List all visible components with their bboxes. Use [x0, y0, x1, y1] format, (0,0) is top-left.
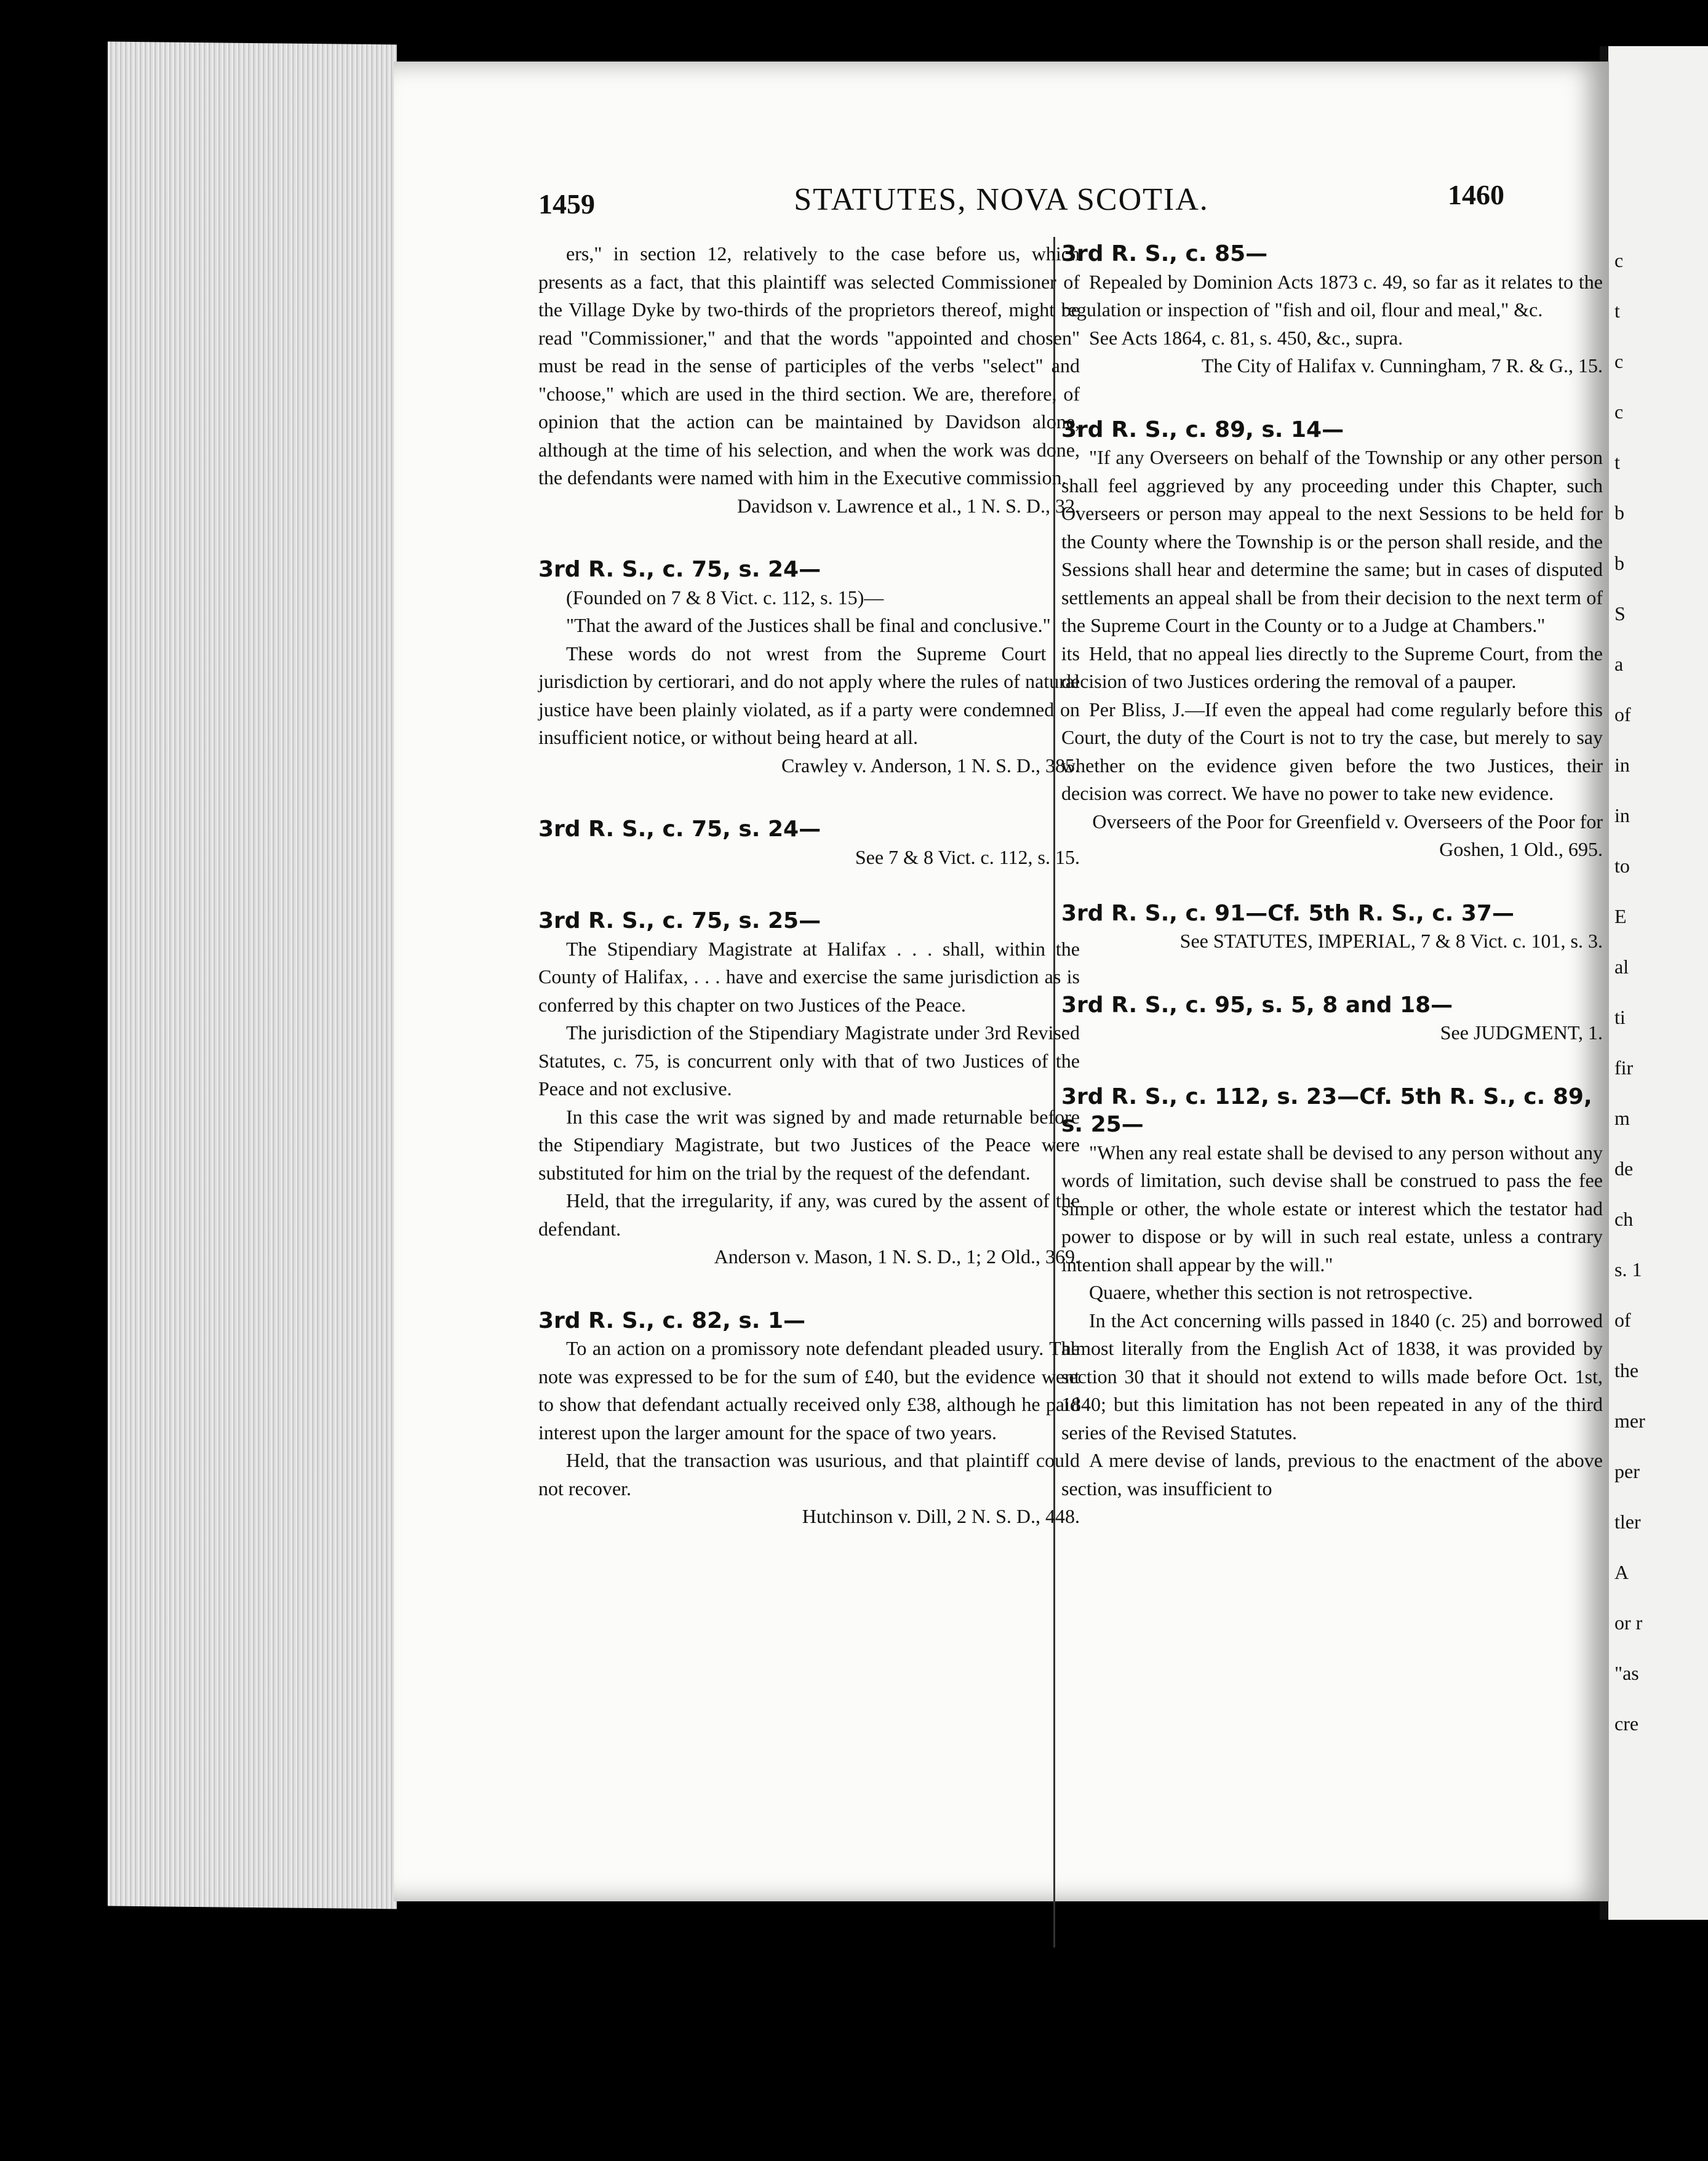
section-heading: 3rd R. S., c. 91—Cf. 5th R. S., c. 37— — [1061, 900, 1514, 926]
cross-reference: See JUDGMENT, 1. — [1440, 1021, 1603, 1044]
facing-page-text-fragment: S — [1614, 602, 1626, 625]
section-heading: 3rd R. S., c. 95, s. 5, 8 and 18— — [1061, 992, 1453, 1018]
facing-page-text-fragment: c — [1614, 249, 1624, 271]
facing-page-text-fragment: E — [1614, 905, 1627, 927]
cross-reference: See 7 & 8 Vict. c. 112, s. 15. — [855, 845, 1080, 868]
facing-page-text-fragment: s. 1 — [1614, 1258, 1642, 1280]
facing-page-text-fragment: a — [1614, 653, 1624, 675]
paragraph: See Acts 1864, c. 81, s. 450, &c., supra. — [1089, 326, 1403, 349]
facing-page-text-fragment: of — [1614, 703, 1631, 725]
scanned-page — [394, 62, 1609, 1901]
section-heading: 3rd R. S., c. 75, s. 24— — [538, 557, 821, 582]
facing-page-text-fragment: m — [1614, 1107, 1630, 1129]
paragraph: Quaere, whether this section is not retrospective. — [1089, 1281, 1473, 1303]
paragraph: ers," in section 12, relatively to the case before us, which presents as a fact, that this plaintiff was selected Commissioner of the Village Dyke by two-thirds of the proprietors thereof, might be read "Commissioner," and that the words "appointed and chosen" must be read in the sense of participles of the verbs "select" and "choose," which are used in the third section. We are, therefore, of opinion that the action can be maintained by Davidson alone, although at the time of his selection, and when the work was done, the defendants were named with him in the Executive commission. — [538, 242, 1080, 489]
facing-page-text-fragment: t — [1614, 300, 1620, 322]
running-title: STATUTES, NOVA SCOTIA. — [794, 182, 1209, 217]
case-citation: The City of Halifax v. Cunningham, 7 R. & G., 15. — [1201, 354, 1603, 377]
section-heading: 3rd R. S., c. 89, s. 14— — [1061, 417, 1344, 442]
facing-page-text-fragment: fir — [1614, 1057, 1634, 1079]
left-column — [538, 240, 1080, 1531]
paragraph: "That the award of the Justices shall be final and conclusive." — [566, 614, 1051, 636]
facing-page-text-fragment: mer — [1614, 1410, 1645, 1432]
paragraph: Held, that no appeal lies directly to the Supreme Court, from the decision of two Justices ordering the removal of a pauper. — [1061, 642, 1603, 692]
facing-page-text-fragment: ti — [1614, 1006, 1626, 1028]
section-heading: 3rd R. S., c. 75, s. 25— — [538, 908, 821, 933]
section-heading: 3rd R. S., c. 85— — [1061, 241, 1268, 266]
paragraph: To an action on a promissory note defendant pleaded usury. The note was expressed to be for the sum of £40, but the evidence went to show that defendant actually received only £38, although he paid interest upon the larger amount for the space of two years. — [538, 1337, 1080, 1444]
facing-page-text-fragment: c — [1614, 401, 1624, 423]
paragraph: "If any Overseers on behalf of the Township or any other person shall feel aggrieved by any proceeding under this Chapter, such Overseers or person may appeal to the next Sessions to be held for the County where the Township is or the person shall reside, and the Sessions shall hear and determine the same; but in cases of disputed settlements an appeal shall be from their decision to the next term of the Supreme Court in the County or to a Judge at Chambers." — [1061, 446, 1603, 636]
paragraph: Held, that the transaction was usurious, and that plaintiff could not recover. — [538, 1449, 1080, 1500]
section-heading: 3rd R. S., c. 75, s. 24— — [538, 817, 821, 842]
facing-page-text-fragment: to — [1614, 855, 1630, 877]
case-citation: Crawley v. Anderson, 1 N. S. D., 385. — [781, 754, 1080, 777]
case-citation: Overseers of the Poor for Greenfield v. Overseers of the Poor for Goshen, 1 Old., 695. — [1092, 810, 1603, 860]
paragraph: In the Act concerning wills passed in 1840 (c. 25) and borrowed almost literally from the English Act of 1838, it was provided by section 30 that it should not extend to wills made before Oct. 1st, 1840; but this limitation has not been repeated in any of the third series of the Revised Statutes. — [1061, 1309, 1603, 1444]
paragraph: "When any real estate shall be devised to any person without any words of limitation, such devise shall be construed to pass the fee simple or other, the whole estate or interest which the testator had power to dispose or by will in such real estate, unless a contrary intention shall appear by the will." — [1061, 1141, 1603, 1276]
case-citation: Davidson v. Lawrence et al., 1 N. S. D., 32. — [737, 494, 1080, 517]
facing-page-text-fragment: in — [1614, 754, 1630, 776]
facing-page-text-fragment: in — [1614, 804, 1630, 826]
facing-page-text-fragment: b — [1614, 552, 1624, 574]
facing-page-text-fragment: tler — [1614, 1511, 1641, 1533]
right-column — [1061, 240, 1603, 1503]
facing-page-text-fragment: of — [1614, 1309, 1631, 1331]
facing-page-text-fragment: or r — [1614, 1612, 1643, 1634]
paragraph: Per Bliss, J.—If even the appeal had come regularly before this Court, the duty of the Court is not to try the case, but merely to say whether on the evidence given before the two Justices, their decision was correct. We have no power to take new evidence. — [1061, 698, 1603, 804]
paragraph: Repealed by Dominion Acts 1873 c. 49, so far as it relates to the regulation or inspection of "fish and oil, flour and meal," &c. — [1061, 270, 1603, 321]
facing-page-fragment — [1600, 46, 1708, 1920]
paragraph: The jurisdiction of the Stipendiary Magistrate under 3rd Revised Statutes, c. 75, is concurrent only with that of two Justices of the Peace and not exclusive. — [538, 1021, 1080, 1100]
facing-page-text-fragment: ch — [1614, 1208, 1634, 1230]
case-citation: Hutchinson v. Dill, 2 N. S. D., 448. — [802, 1505, 1080, 1527]
book-page-edges — [108, 42, 397, 1909]
section-heading: 3rd R. S., c. 82, s. 1— — [538, 1308, 806, 1333]
facing-page-text-fragment: A — [1614, 1561, 1629, 1583]
paragraph: These words do not wrest from the Supreme Court its jurisdiction by certiorari, and do not apply where the rules of natural justice have been plainly violated, as if a party were condemned on insufficient notice, or without being heard at all. — [538, 642, 1080, 748]
facing-page-text-fragment: "as — [1614, 1662, 1639, 1684]
section-heading: 3rd R. S., c. 112, s. 23—Cf. 5th R. S., c. 89, s. 25— — [1061, 1084, 1592, 1137]
paragraph: In this case the writ was signed by and made returnable before the Stipendiary Magistrate, but two Justices of the Peace were substituted for him on the trial by the request of the defendant. — [538, 1105, 1080, 1184]
facing-page-text-fragment: the — [1614, 1359, 1639, 1381]
case-citation: Anderson v. Mason, 1 N. S. D., 1; 2 Old., 369. — [714, 1245, 1080, 1268]
page-header — [394, 172, 1609, 222]
left-page-number: 1459 — [538, 188, 595, 220]
facing-page-text-fragment: c — [1614, 350, 1624, 372]
facing-page-text-fragment: cre — [1614, 1712, 1639, 1735]
right-page-number: 1460 — [1448, 179, 1504, 210]
facing-page-text-fragment: per — [1614, 1460, 1640, 1482]
facing-page-text-fragment: b — [1614, 501, 1624, 524]
facing-page-text-fragment: t — [1614, 451, 1620, 473]
paragraph: Held, that the irregularity, if any, was cured by the assent of the defendant. — [538, 1189, 1080, 1240]
cross-reference: See STATUTES, IMPERIAL, 7 & 8 Vict. c. 101, s. 3. — [1179, 930, 1603, 952]
facing-page-text-fragment: de — [1614, 1157, 1634, 1180]
paragraph: A mere devise of lands, previous to the enactment of the above section, was insufficient to — [1061, 1449, 1603, 1500]
paragraph: (Founded on 7 & 8 Vict. c. 112, s. 15)— — [566, 586, 884, 609]
facing-page-text-fragment: al — [1614, 956, 1629, 978]
paragraph: The Stipendiary Magistrate at Halifax . . . shall, within the County of Halifax, . . . have and exercise the same jurisdiction as is conferred by this chapter on two Justices of the Peace. — [538, 937, 1080, 1016]
